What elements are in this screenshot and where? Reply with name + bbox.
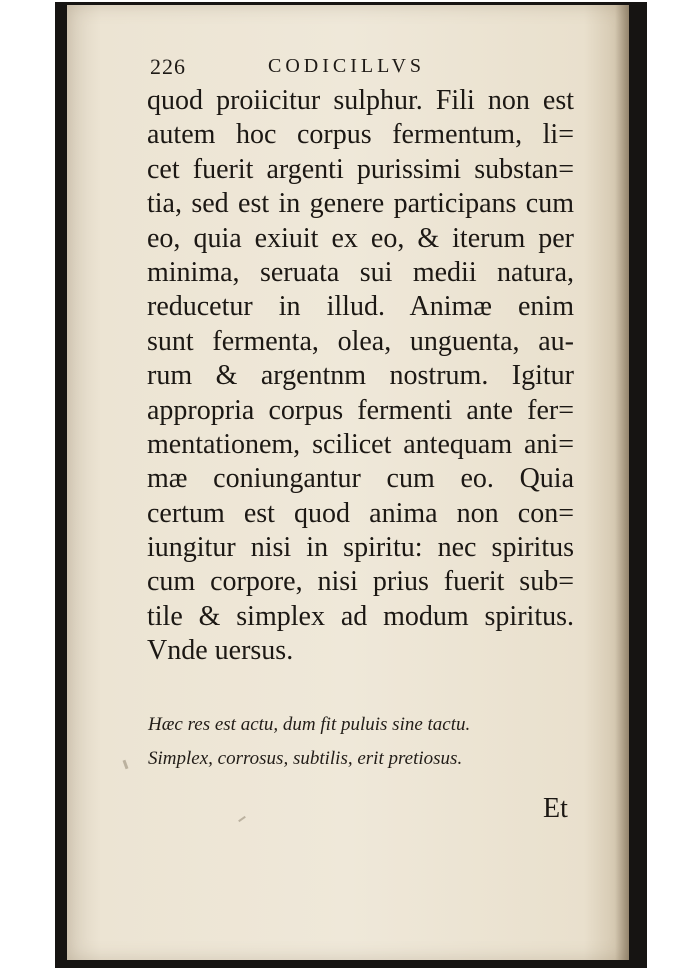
catchword: Et <box>543 793 568 824</box>
text-line: quod proiicitur sulphur. Fili non est <box>147 85 574 116</box>
text-line: cet fuerit argenti purissimi substan= <box>147 153 574 185</box>
text-line: cum corpore, nisi prius fuerit sub= <box>147 566 574 598</box>
text-line: mæ coniungantur cum eo. Quia <box>147 463 574 495</box>
text-line: mentationem, scilicet antequam ani= <box>147 428 574 460</box>
text-line: iungitur nisi in spiritu: nec spiritus <box>147 532 574 564</box>
text-line: rum & argentnm nostrum. Igitur <box>147 360 574 392</box>
text-line: eo, quia exiuit ex eo, & iterum per <box>147 222 574 254</box>
text-line: tia, sed est in genere participans cum <box>147 188 574 220</box>
text-line: autem hoc corpus fermentum, li= <box>147 119 574 151</box>
text-line: appropria corpus fermenti ante fer= <box>147 394 574 426</box>
text-line: sunt fermenta, olea, unguenta, au- <box>147 325 574 357</box>
text-line-last: Vnde uersus. <box>147 635 294 667</box>
page-number: 226 <box>150 54 186 79</box>
verse-block <box>148 708 573 777</box>
text-line: certum est quod anima non con= <box>147 497 574 529</box>
verse-line: Simplex, corrosus, subtilis, erit pretiosus. <box>148 748 463 770</box>
running-title: CODICILLVS <box>268 55 426 77</box>
text-line: reducetur in illud. Animæ enim <box>147 291 574 323</box>
page-header <box>150 54 490 84</box>
verse-line: Hæc res est actu, dum fit puluis sine tactu. <box>148 714 471 735</box>
body-text <box>147 84 574 669</box>
text-line: tile & simplex ad modum spiritus. <box>147 600 574 632</box>
page-edge-shadow <box>615 5 629 960</box>
text-line: minima, seruata sui medii natura, <box>147 256 574 288</box>
